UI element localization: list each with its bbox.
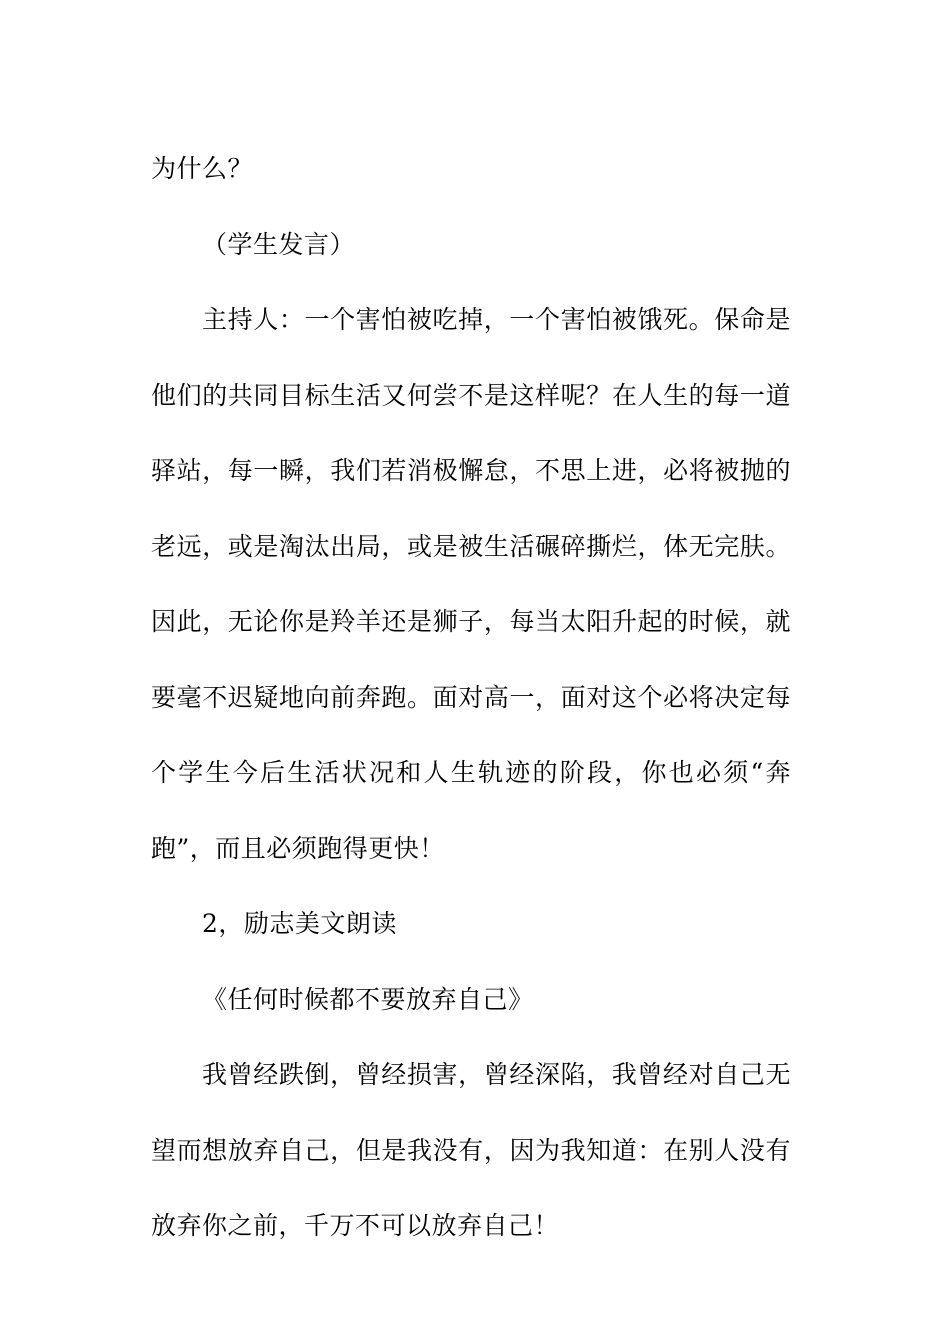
document-body xyxy=(151,131,791,1264)
paragraph-host-remarks: 主持人：一个害怕被吃掉，一个害怕被饿死。保命是他们的共同目标生活又何尝不是这样呢？在人生的每一道驿站，每一瞬，我们若消极懈怠，不思上进，必将被抛的老远，或是淘汰出局，或是被生活碾碎撕烂，体无完肤。因此，无论你是羚羊还是狮子，每当太阳升起的时候，就要毫不迟疑地向前奔跑。面对高一，面对这个必将决定每个学生今后生活状况和人生轨迹的阶段，你也必须“奔跑”，而且必须跑得更快！ xyxy=(151,305,791,863)
paragraph-student-speech: （学生发言） xyxy=(202,229,356,259)
paragraph-question: 为什么？ xyxy=(151,154,254,183)
paragraph-reading-body: 我曾经跌倒，曾经损害，曾经深陷，我曾经对自己无望而想放弃自己，但是我没有，因为我知道：在别人没有放弃你之前，千万不可以放弃自己！ xyxy=(151,1060,791,1240)
reading-title: 《任何时候都不要放弃自己》 xyxy=(202,984,534,1014)
section-heading-reading: 2，励志美文朗读 xyxy=(202,909,397,938)
